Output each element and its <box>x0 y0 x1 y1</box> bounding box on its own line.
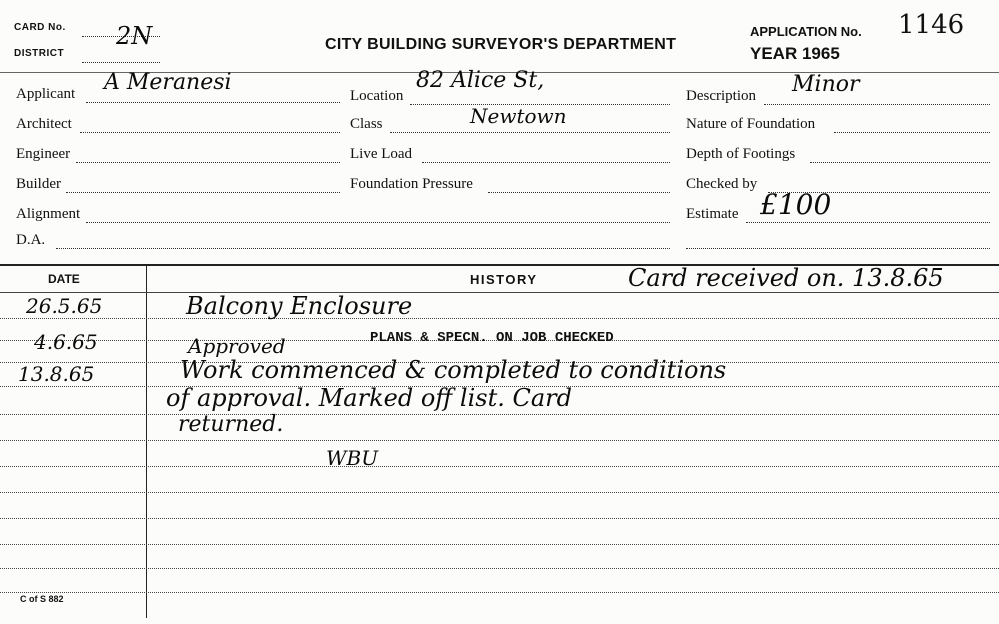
location-value-suburb: Newtown <box>470 104 567 128</box>
card-received-note: Card received on. 13.8.65 <box>628 264 944 292</box>
da-line <box>56 248 670 249</box>
history-header: HISTORY <box>470 272 538 287</box>
applicant-label: Applicant <box>16 86 76 102</box>
rule-line <box>0 466 999 467</box>
rule-line <box>0 440 999 441</box>
entry-continuation: returned. <box>178 412 284 437</box>
rule-line <box>0 518 999 519</box>
form-code: C of S 882 <box>20 594 64 604</box>
rule-line <box>0 568 999 569</box>
depth-footings-label: Depth of Footings <box>686 146 796 162</box>
nature-foundation-label: Nature of Foundation <box>686 116 816 132</box>
application-label: APPLICATION No. <box>750 24 862 39</box>
da-label: D.A. <box>16 232 46 248</box>
alignment-label: Alignment <box>16 206 81 222</box>
rule-line <box>0 414 999 415</box>
description-value: Minor <box>792 72 860 97</box>
foundation-pressure-label: Foundation Pressure <box>350 176 473 192</box>
plans-checked-stamp: PLANS & SPECN. ON JOB CHECKED <box>370 330 614 346</box>
card-no-label: CARD No. <box>14 22 66 33</box>
applicant-value: A Meranesi <box>104 70 232 95</box>
description-label: Description <box>686 88 756 104</box>
date-header: DATE <box>48 272 80 286</box>
description-line <box>764 104 990 105</box>
estimate-line <box>746 222 990 223</box>
location-value: 82 Alice St, <box>416 68 545 93</box>
nature-foundation-line <box>834 132 990 133</box>
district-line <box>82 62 160 63</box>
applicant-line <box>86 102 340 103</box>
application-number: 1146 <box>898 10 965 40</box>
architect-line <box>80 132 340 133</box>
rule-line <box>0 592 999 593</box>
alignment-line <box>86 222 670 223</box>
engineer-line <box>76 162 340 163</box>
engineer-label: Engineer <box>16 146 71 162</box>
checked-by-label: Checked by <box>686 176 758 192</box>
year-label: YEAR 1965 <box>750 44 840 63</box>
class-label: Class <box>350 116 383 132</box>
live-load-label: Live Load <box>350 146 413 162</box>
card-no-value: 2N <box>116 22 153 50</box>
entry-continuation: of approval. Marked off list. Card <box>166 384 572 412</box>
entry-date: 13.8.65 <box>18 362 95 386</box>
location-label: Location <box>350 88 404 104</box>
right-extra-line <box>686 248 990 249</box>
estimate-label: Estimate <box>686 206 739 222</box>
live-load-line <box>422 162 670 163</box>
entry-date: 26.5.65 <box>26 294 103 318</box>
rule-line <box>0 318 999 319</box>
entry-date: 4.6.65 <box>34 330 98 354</box>
builder-label: Builder <box>16 176 61 192</box>
officer-initials: WBU <box>326 446 379 470</box>
architect-label: Architect <box>16 116 72 132</box>
district-label: DISTRICT <box>14 48 65 59</box>
builder-line <box>66 192 340 193</box>
estimate-value: £100 <box>760 188 832 221</box>
depth-footings-line <box>810 162 990 163</box>
entry-text: Balcony Enclosure <box>186 292 413 320</box>
rule-line <box>0 544 999 545</box>
class-line <box>390 132 670 133</box>
foundation-pressure-line <box>488 192 670 193</box>
entry-text: Work commenced & completed to conditions <box>180 356 727 384</box>
entry-text: Approved <box>188 334 286 358</box>
department-title: CITY BUILDING SURVEYOR'S DEPARTMENT <box>325 36 677 53</box>
rule-line <box>0 492 999 493</box>
rule-line <box>0 292 999 293</box>
